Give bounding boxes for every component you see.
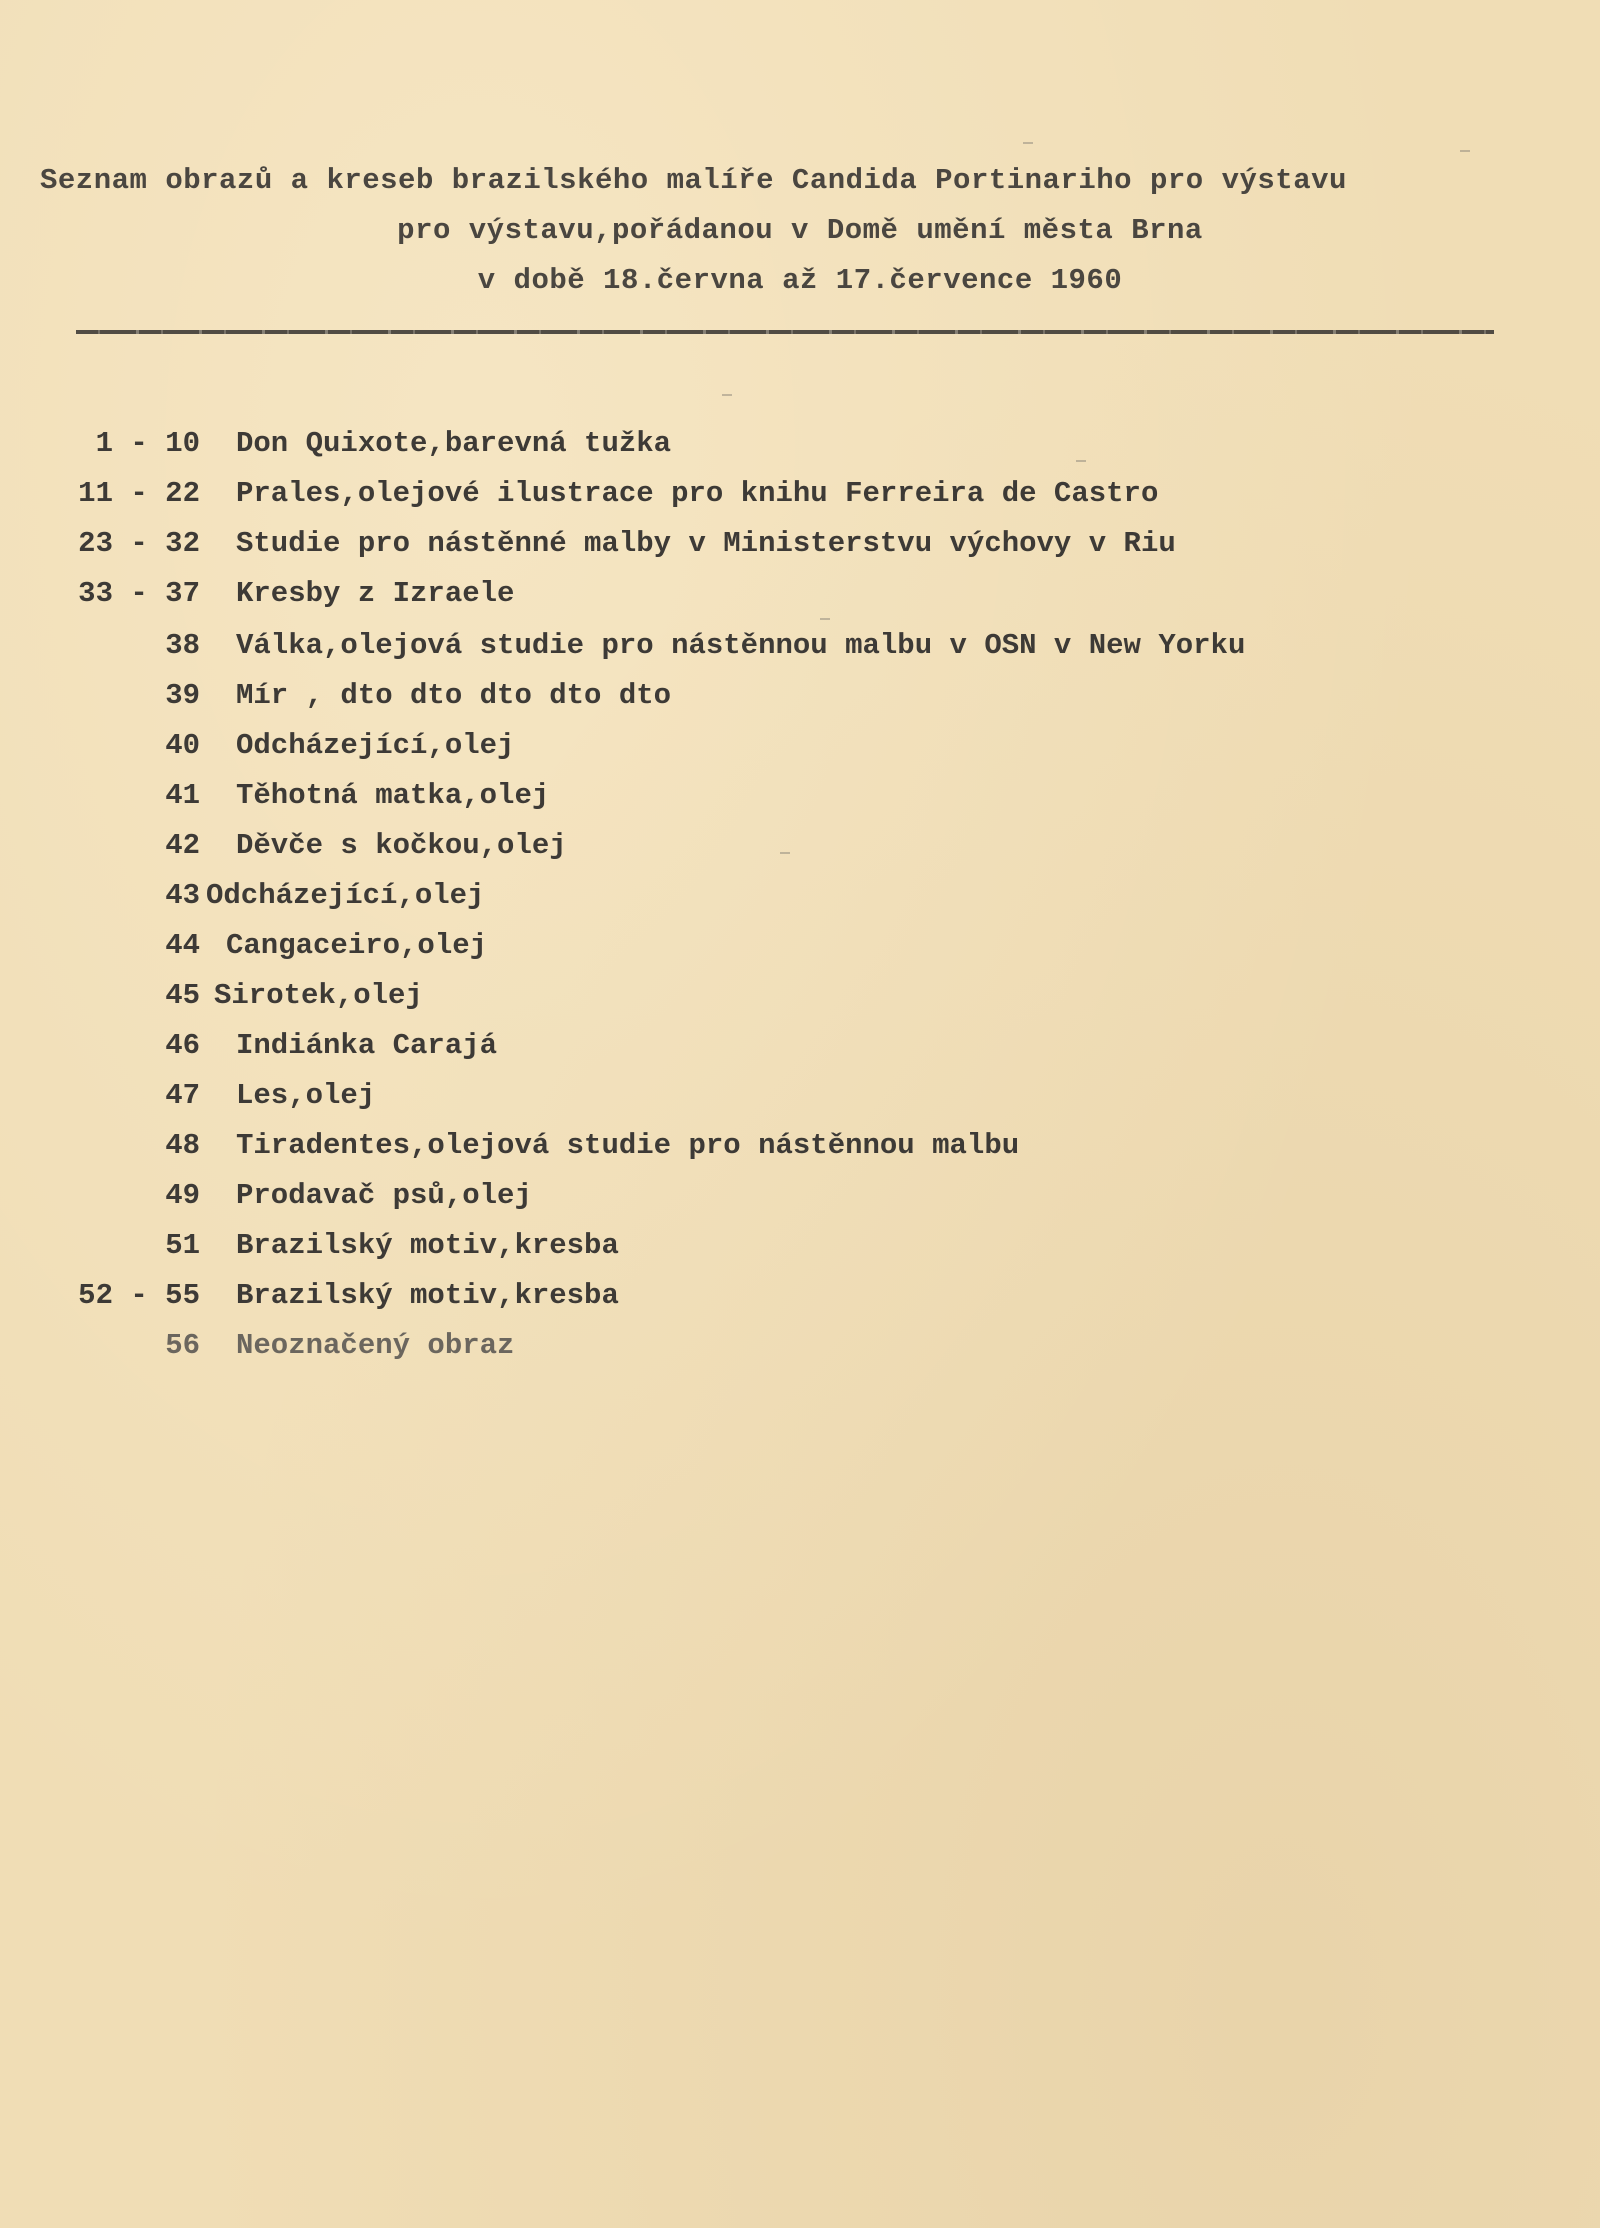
item-number: 38: [165, 629, 200, 662]
item-description: Kresby z Izraele: [236, 577, 515, 610]
list-item: [0, 424, 1600, 464]
item-description: Válka,olejová studie pro nástěnnou malbu v OSN v New Yorku: [236, 629, 1246, 662]
list-item: [0, 826, 1600, 866]
item-description: Brazilský motiv,kresba: [236, 1229, 619, 1262]
list-item: [0, 1176, 1600, 1216]
item-description: Těhotná matka,olej: [236, 779, 550, 812]
item-number: 45: [165, 979, 200, 1012]
item-description: Prodavač psů,olej: [236, 1179, 532, 1212]
list-item: [0, 524, 1600, 564]
item-description: Don Quixote,barevná tužka: [236, 427, 672, 460]
list-item: [0, 1026, 1600, 1066]
item-number: 41: [165, 779, 200, 812]
header-divider: [76, 330, 1494, 334]
list-item: [0, 1326, 1600, 1366]
item-description: Indiánka Carajá: [236, 1029, 498, 1062]
list-item: [0, 1126, 1600, 1166]
list-item: [0, 1276, 1600, 1316]
document-title-line-1: Seznam obrazů a kreseb brazilského malíře Candida Portinariho pro výstavu: [40, 164, 1347, 197]
list-item: [0, 726, 1600, 766]
item-number: 47: [165, 1079, 200, 1112]
item-description: Děvče s kočkou,olej: [236, 829, 567, 862]
ink-mark: [1460, 150, 1470, 152]
item-number: 1 - 10: [95, 427, 200, 460]
item-number: 44: [165, 929, 200, 962]
ink-mark: [722, 394, 732, 396]
item-description: Mír , dto dto dto dto dto: [236, 679, 672, 712]
ink-mark: [1023, 142, 1033, 144]
item-number: 39: [165, 679, 200, 712]
item-description: Tiradentes,olejová studie pro nástěnnou malbu: [236, 1129, 1020, 1162]
item-number: 11 - 22: [78, 477, 200, 510]
item-number: 51: [165, 1229, 200, 1262]
list-item: [0, 876, 1600, 916]
item-description: Les,olej: [236, 1079, 376, 1112]
document-title-line-3: v době 18.června až 17.července 1960: [477, 264, 1123, 297]
item-description: Odcházející,olej: [206, 879, 485, 912]
list-item: [0, 474, 1600, 514]
list-item: [0, 926, 1600, 966]
item-number: 33 - 37: [78, 577, 200, 610]
ink-mark: [820, 618, 830, 620]
item-description: Sirotek,olej: [214, 979, 423, 1012]
item-number: 40: [165, 729, 200, 762]
item-number: 56: [165, 1329, 200, 1362]
item-description: Neoznačený obraz: [236, 1329, 515, 1362]
list-item: [0, 976, 1600, 1016]
item-number: 52 - 55: [78, 1279, 200, 1312]
item-number: 42: [165, 829, 200, 862]
item-description: Brazilský motiv,kresba: [236, 1279, 619, 1312]
item-number: 43: [165, 879, 200, 912]
item-description: Prales,olejové ilustrace pro knihu Ferreira de Castro: [236, 477, 1159, 510]
item-description: Studie pro nástěnné malby v Ministerstvu výchovy v Riu: [236, 527, 1176, 560]
list-item: [0, 776, 1600, 816]
item-number: 46: [165, 1029, 200, 1062]
item-number: 23 - 32: [78, 527, 200, 560]
list-item: [0, 1076, 1600, 1116]
list-item: [0, 574, 1600, 614]
ink-mark: [780, 852, 790, 854]
list-item: [0, 626, 1600, 666]
item-number: 48: [165, 1129, 200, 1162]
document-title-line-2: pro výstavu,pořádanou v Domě umění města Brna: [397, 214, 1203, 247]
ink-mark: [1076, 460, 1086, 462]
item-description: Cangaceiro,olej: [226, 929, 488, 962]
list-item: [0, 1226, 1600, 1266]
item-description: Odcházející,olej: [236, 729, 515, 762]
item-number: 49: [165, 1179, 200, 1212]
list-item: [0, 676, 1600, 716]
